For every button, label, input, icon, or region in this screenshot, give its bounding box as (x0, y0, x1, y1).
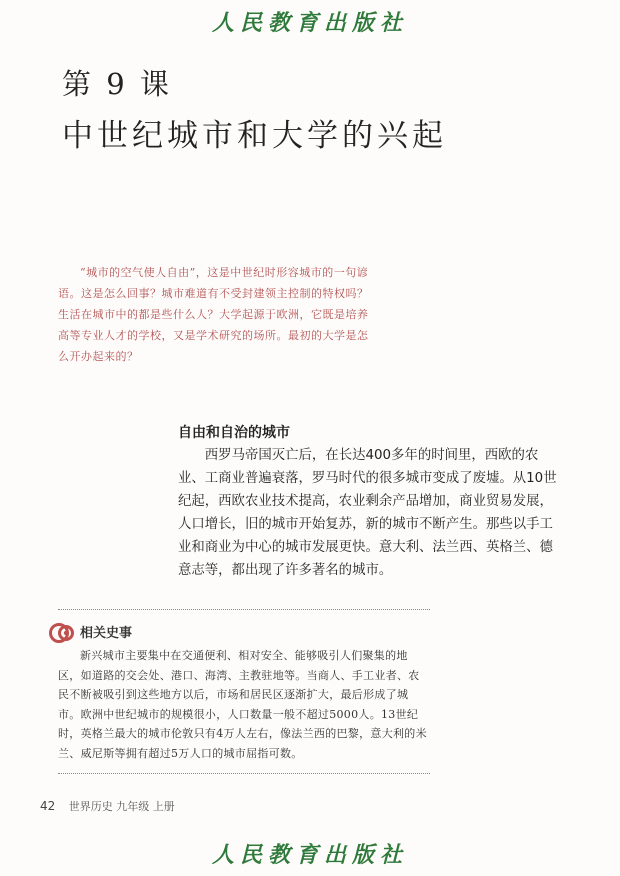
intro-text: “城市的空气使人自由”，这是中世纪时形容城市的一句谚语。这是怎么回事？城市难道有不受封建领主控制的特权吗？生活在城市中的都是些什么人？大学起源于欧洲，它既是培养高等专业人才的学校，又是学术研究的场所。最初的大学是怎么开办起来的？ (58, 266, 369, 363)
related-title: 相关史事 (80, 626, 133, 641)
lesson-title: 中世纪城市和大学的兴起 (62, 118, 447, 154)
related-divider-top (58, 609, 430, 610)
section-body (178, 444, 564, 582)
related-text: 新兴城市主要集中在交通便利、相对安全、能够吸引人们聚集的地区，如道路的交会处、港口、海湾、主教驻地等。当商人、手工业者、农民不断被吸引到这些地方以后，市场和居民区逐渐扩大，最后形成了城市。欧洲中世纪城市的规模很小，人口数量一般不超过5000人。13世纪时，英格兰最大的城市伦敦只有4万人左右，像法兰西的巴黎，意大利的米兰、威尼斯等拥有超过5万人口的城市屈指可数。 (58, 649, 427, 760)
book-title: 世界历史 九年级 上册 (68, 800, 175, 813)
intro-paragraph (58, 262, 378, 367)
page-footer (40, 798, 175, 814)
related-history-icon (48, 619, 76, 647)
lesson-number: 第 9 课 (62, 67, 172, 101)
section-heading: 自由和自治的城市 (178, 425, 290, 441)
related-body (58, 646, 430, 763)
publisher-watermark-top: 人民教育出版社 (211, 10, 408, 36)
publisher-watermark-bottom: 人民教育出版社 (211, 842, 408, 868)
section-body-text: 西罗马帝国灭亡后，在长达400多年的时间里，西欧的农业、工商业普遍衰落，罗马时代的很多城市变成了废墟。从10世纪起，西欧农业技术提高，农业剩余产品增加，商业贸易发展，人口增长，旧的城市开始复苏，新的城市不断产生。那些以手工业和商业为中心的城市发展更快。意大利、法兰西、英格兰、德意志等，都出现了许多著名的城市。 (178, 448, 557, 578)
page-number: 42 (40, 799, 56, 813)
related-divider-bottom (58, 773, 430, 774)
